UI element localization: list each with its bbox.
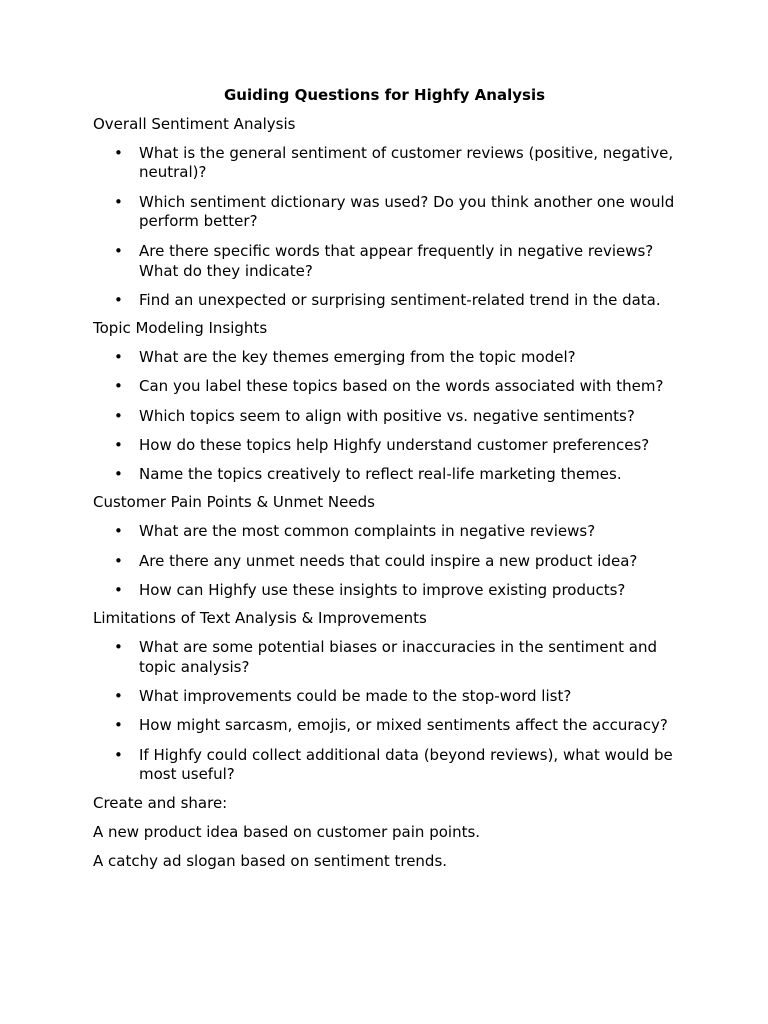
question-text: What are the most common complaints in negative reviews? [139,522,596,541]
list-item [114,687,676,707]
bullet-icon: • [114,192,123,211]
bullet-icon: • [114,580,123,599]
section-topic-modeling [93,319,676,485]
question-list [93,348,676,485]
bullet-icon: • [114,241,123,260]
section-heading: Customer Pain Points & Unmet Needs [93,493,375,512]
question-text: Name the topics creatively to reflect real-life marketing themes. [139,465,622,484]
bullet-icon: • [114,465,123,484]
question-text: Are there any unmet needs that could inspire a new product idea? [139,551,638,570]
bullet-icon: • [114,687,123,706]
closing-line: A catchy ad slogan based on sentiment trends. [93,852,448,871]
bullet-icon: • [114,551,123,570]
section-heading: Overall Sentiment Analysis [93,114,296,133]
question-list [93,638,676,785]
question-list [93,522,676,600]
list-item [114,377,676,397]
question-text: Which topics seem to align with positive vs. negative sentiments? [139,406,635,425]
question-text: How can Highfy use these insights to improve existing products? [139,580,626,599]
list-item [114,551,676,572]
section-limitations [93,609,676,785]
list-item [114,465,676,485]
list-item [114,347,676,368]
question-text: If Highfy could collect additional data (beyond reviews), what would be most useful? [139,745,673,784]
question-text: What improvements could be made to the stop-word list? [139,687,572,706]
section-heading: Limitations of Text Analysis & Improvements [93,609,427,628]
bullet-icon: • [114,406,123,425]
question-text: How do these topics help Highfy understand customer preferences? [139,435,650,454]
question-list [93,144,676,311]
bullet-icon: • [114,522,123,541]
list-item [114,143,676,184]
bullet-icon: • [114,745,123,764]
bullet-icon: • [114,637,123,656]
closing-line: A new product idea based on customer pain points. [93,823,481,842]
bullet-icon: • [114,435,123,454]
question-text: Can you label these topics based on the words associated with them? [139,377,664,396]
question-text: What are some potential biases or inaccuracies in the sentiment and topic analysis? [139,637,658,676]
list-item [114,580,676,601]
list-item [114,241,676,282]
question-text: How might sarcasm, emojis, or mixed sentiments affect the accuracy? [139,716,668,735]
bullet-icon: • [114,716,123,735]
section-pain-points [93,493,676,600]
bullet-icon: • [114,377,123,396]
list-item [114,716,676,736]
list-item [114,435,676,456]
question-text: What is the general sentiment of customer reviews (positive, negative, neutral)? [139,143,674,182]
list-item [114,637,676,678]
question-text: Which sentiment dictionary was used? Do you think another one would perform better? [139,192,675,231]
closing-section [93,794,676,872]
list-item [114,406,676,427]
bullet-icon: • [114,143,123,162]
bullet-icon: • [114,290,123,309]
section-heading: Topic Modeling Insights [93,319,268,338]
list-item [114,522,676,542]
closing-heading: Create and share: [93,793,228,812]
question-text: Are there specific words that appear frequently in negative reviews? What do they indicate? [139,241,654,280]
document-title: Guiding Questions for Highfy Analysis [223,86,546,104]
question-text: Find an unexpected or surprising sentiment-related trend in the data. [139,290,661,309]
list-item [114,192,676,233]
list-item [114,290,676,311]
bullet-icon: • [114,347,123,366]
question-text: What are the key themes emerging from the topic model? [139,347,576,366]
section-overall-sentiment [93,115,676,311]
list-item [114,745,676,786]
